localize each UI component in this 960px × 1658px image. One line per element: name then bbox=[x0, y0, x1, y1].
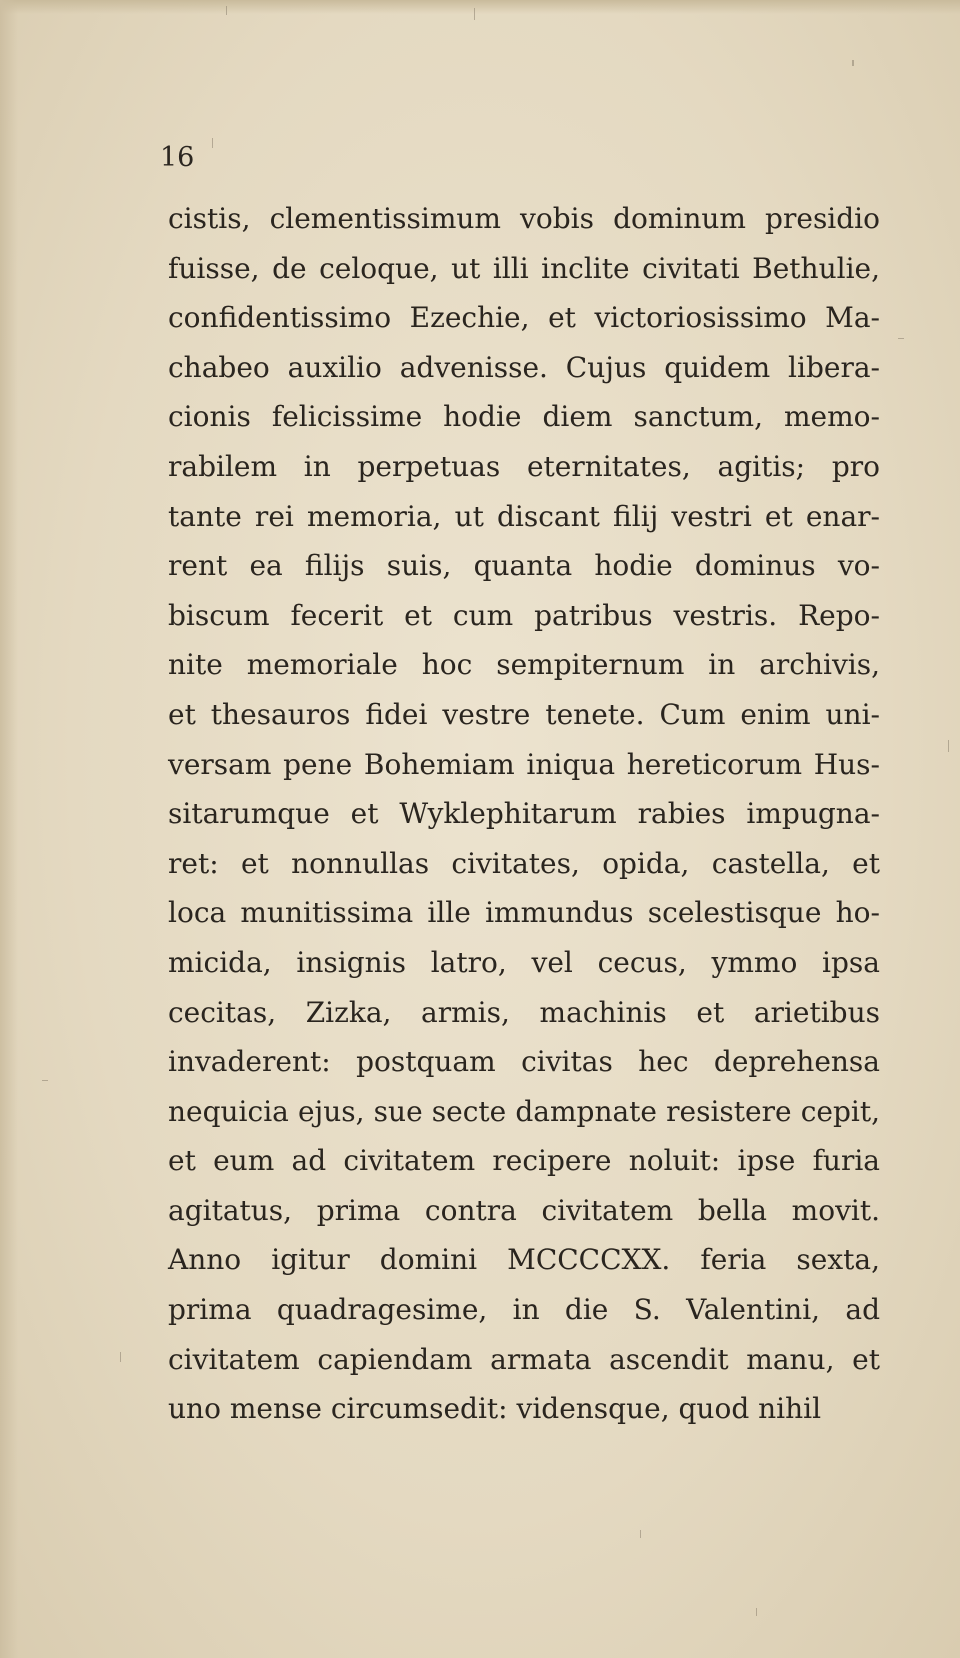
text-line: nite memoriale hoc sempiternum in archivis, bbox=[168, 648, 880, 682]
page-number: 16 bbox=[160, 142, 195, 173]
text-line: biscum fecerit et cum patribus vestris. Repo- bbox=[168, 598, 880, 632]
text-line: cistis, clementissimum vobis dominum presidio bbox=[168, 202, 880, 235]
text-line: Anno igitur domini MCCCCXX. feria sexta, bbox=[168, 1243, 880, 1277]
paper-speck bbox=[42, 1080, 48, 1081]
text-line: sitarumque et Wyklephitarum rabies impugna- bbox=[168, 797, 880, 831]
text-line: tante rei memoria, ut discant filij vestri et enar- bbox=[168, 499, 880, 533]
body-text bbox=[168, 194, 880, 1434]
paper-speck bbox=[852, 60, 854, 66]
paper-speck bbox=[948, 740, 949, 752]
text-line: fuisse, de celoque, ut illi inclite civitati Bethulie, bbox=[168, 251, 880, 285]
text-line: invaderent: postquam civitas hec deprehensa bbox=[168, 1045, 880, 1079]
text-line: ret: et nonnullas civitates, opida, castella, et bbox=[168, 846, 880, 880]
text-line: micida, insignis latro, vel cecus, ymmo ipsa bbox=[168, 945, 880, 979]
text-line: cecitas, Zizka, armis, machinis et arietibus bbox=[168, 995, 880, 1029]
text-line: prima quadragesime, in die S. Valentini, ad bbox=[168, 1293, 880, 1327]
text-line: et thesauros fidei vestre tenete. Cum enim uni- bbox=[168, 697, 880, 731]
paper-speck bbox=[756, 1608, 757, 1616]
page-left-edge-shadow bbox=[0, 0, 18, 1658]
paper-speck bbox=[640, 1530, 641, 1538]
text-line: versam pene Bohemiam iniqua hereticorum Hus- bbox=[168, 747, 880, 781]
paper-speck bbox=[120, 1352, 121, 1362]
paper-speck bbox=[474, 8, 475, 20]
text-line: loca munitissima ille immundus scelestisque ho- bbox=[168, 896, 880, 930]
paper-speck bbox=[898, 338, 904, 339]
text-line: rent ea filijs suis, quanta hodie dominus vo- bbox=[168, 549, 880, 583]
text-line: agitatus, prima contra civitatem bella movit. bbox=[168, 1193, 880, 1227]
text-line: rabilem in perpetuas eternitates, agitis; pro bbox=[168, 449, 880, 483]
page-top-edge-shadow bbox=[0, 0, 960, 14]
text-line: uno mense circumsedit: vidensque, quod nihil bbox=[168, 1392, 822, 1426]
text-line: confidentissimo Ezechie, et victoriosissimo Ma- bbox=[168, 301, 880, 335]
text-line: cionis felicissime hodie diem sanctum, memo- bbox=[168, 400, 880, 434]
paper-speck bbox=[226, 6, 227, 15]
text-line: nequicia ejus, sue secte dampnate resistere cepit, bbox=[168, 1094, 880, 1128]
paper-speck bbox=[212, 138, 213, 148]
text-line: civitatem capiendam armata ascendit manu, et bbox=[168, 1342, 880, 1376]
text-line: et eum ad civitatem recipere noluit: ipse furia bbox=[168, 1144, 880, 1178]
text-line: chabeo auxilio advenisse. Cujus quidem libera- bbox=[168, 350, 880, 384]
